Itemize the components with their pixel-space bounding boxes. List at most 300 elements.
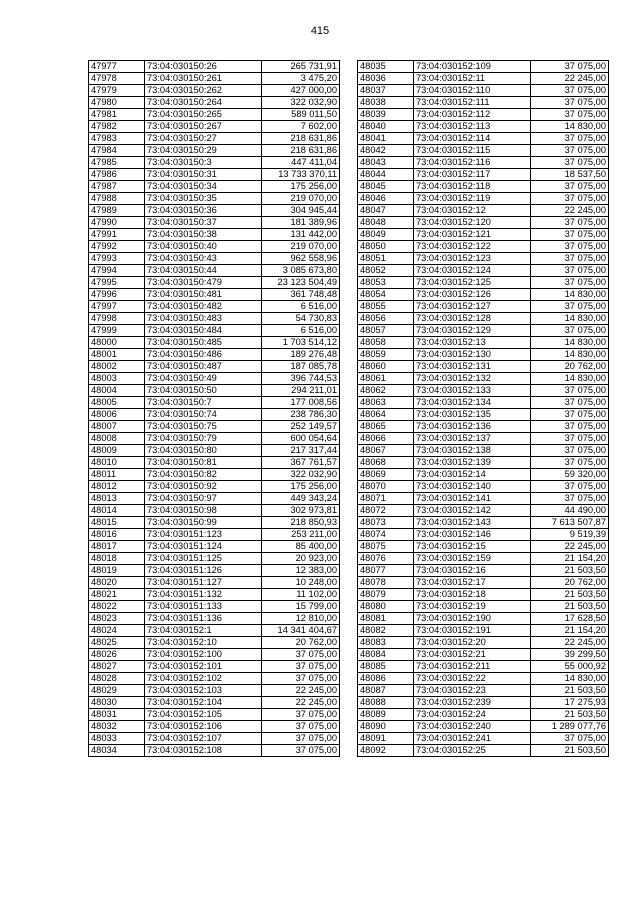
table-row [89,145,340,157]
row-number-cell: 48010 [89,457,145,469]
cadastral-value-cell: 21 503,50 [531,601,609,613]
cadastral-number-cell: 73:04:030152:191 [414,625,531,637]
table-row [358,181,609,193]
table-row [89,661,340,673]
row-number-cell: 47991 [89,229,145,241]
cadastral-value-cell: 3 085 673,80 [262,265,340,277]
row-number-cell: 47983 [89,133,145,145]
table-row [89,169,340,181]
cadastral-value-cell: 294 211,01 [262,385,340,397]
row-number-cell: 47989 [89,205,145,217]
row-number-cell: 48044 [358,169,414,181]
row-number-cell: 48011 [89,469,145,481]
row-number-cell: 48046 [358,193,414,205]
table-row [358,253,609,265]
table-row [358,553,609,565]
row-number-cell: 47981 [89,109,145,121]
table-row [358,673,609,685]
cadastral-value-cell: 18 537,50 [531,169,609,181]
cadastral-value-cell: 37 075,00 [262,733,340,745]
table-row [89,625,340,637]
cadastral-number-cell: 73:04:030152:105 [145,709,262,721]
cadastral-number-cell: 73:04:030150:50 [145,385,262,397]
cadastral-number-cell: 73:04:030152:142 [414,505,531,517]
table-row [358,397,609,409]
cadastral-value-cell: 37 075,00 [531,445,609,457]
table-row [89,553,340,565]
cadastral-number-cell: 73:04:030150:43 [145,253,262,265]
table-row [89,217,340,229]
cadastral-value-cell: 14 341 404,67 [262,625,340,637]
cadastral-value-cell: 13 733 370,11 [262,169,340,181]
table-row [89,337,340,349]
row-number-cell: 48039 [358,109,414,121]
cadastral-number-cell: 73:04:030150:486 [145,349,262,361]
cadastral-value-cell: 10 248,00 [262,577,340,589]
cadastral-value-cell: 322 032,90 [262,97,340,109]
cadastral-value-cell: 37 075,00 [531,145,609,157]
row-number-cell: 48077 [358,565,414,577]
cadastral-number-cell: 73:04:030151:132 [145,589,262,601]
row-number-cell: 48073 [358,517,414,529]
row-number-cell: 47990 [89,217,145,229]
row-number-cell: 48053 [358,277,414,289]
cadastral-value-cell: 37 075,00 [262,673,340,685]
table-row [358,589,609,601]
table-row [358,337,609,349]
cadastral-number-cell: 73:04:030150:35 [145,193,262,205]
cadastral-number-cell: 73:04:030152:124 [414,265,531,277]
cadastral-value-cell: 131 442,00 [262,229,340,241]
cadastral-value-cell: 37 075,00 [262,745,340,757]
cadastral-number-cell: 73:04:030151:126 [145,565,262,577]
cadastral-number-cell: 73:04:030152:127 [414,301,531,313]
table-row [89,265,340,277]
row-number-cell: 48083 [358,637,414,649]
row-number-cell: 48024 [89,625,145,637]
table-row [89,697,340,709]
table-row [358,721,609,733]
row-number-cell: 48042 [358,145,414,157]
row-number-cell: 48032 [89,721,145,733]
cadastral-value-cell: 37 075,00 [262,661,340,673]
row-number-cell: 48070 [358,481,414,493]
table-row [89,457,340,469]
row-number-cell: 48069 [358,469,414,481]
page-number: 415 [310,25,330,37]
table-row [89,601,340,613]
cadastral-number-cell: 73:04:030152:113 [414,121,531,133]
table-row [89,349,340,361]
cadastral-value-cell: 14 830,00 [531,349,609,361]
cadastral-value-cell: 12 383,00 [262,565,340,577]
cadastral-number-cell: 73:04:030152:143 [414,517,531,529]
cadastral-value-cell: 14 830,00 [531,313,609,325]
table-row [358,709,609,721]
cadastral-value-cell: 15 799,00 [262,601,340,613]
row-number-cell: 47999 [89,325,145,337]
cadastral-number-cell: 73:04:030150:98 [145,505,262,517]
row-number-cell: 48040 [358,121,414,133]
cadastral-number-cell: 73:04:030152:130 [414,349,531,361]
cadastral-value-cell: 37 075,00 [531,181,609,193]
cadastral-number-cell: 73:04:030152:136 [414,421,531,433]
row-number-cell: 48009 [89,445,145,457]
row-number-cell: 47998 [89,313,145,325]
table-row [89,673,340,685]
row-number-cell: 48054 [358,289,414,301]
cadastral-number-cell: 73:04:030152:20 [414,637,531,649]
row-number-cell: 48018 [89,553,145,565]
row-number-cell: 48092 [358,745,414,757]
table-row [89,253,340,265]
table-row [89,589,340,601]
row-number-cell: 48033 [89,733,145,745]
cadastral-value-cell: 177 008,56 [262,397,340,409]
cadastral-value-cell: 37 075,00 [531,481,609,493]
row-number-cell: 47984 [89,145,145,157]
cadastral-number-cell: 73:04:030152:108 [145,745,262,757]
cadastral-value-cell: 21 503,50 [531,685,609,697]
cadastral-number-cell: 73:04:030150:29 [145,145,262,157]
table-row [358,457,609,469]
table-row [358,97,609,109]
table-row [358,601,609,613]
cadastral-value-cell: 37 075,00 [531,133,609,145]
cadastral-number-cell: 73:04:030150:267 [145,121,262,133]
row-number-cell: 48087 [358,685,414,697]
table-row [89,637,340,649]
row-number-cell: 48061 [358,373,414,385]
table-row [89,97,340,109]
cadastral-value-cell: 367 761,57 [262,457,340,469]
table-row [89,577,340,589]
row-number-cell: 48062 [358,385,414,397]
row-number-cell: 48015 [89,517,145,529]
cadastral-number-cell: 73:04:030150:487 [145,361,262,373]
cadastral-number-cell: 73:04:030152:11 [414,73,531,85]
cadastral-value-cell: 37 075,00 [531,265,609,277]
cadastral-number-cell: 73:04:030152:190 [414,613,531,625]
cadastral-value-cell: 14 830,00 [531,121,609,133]
cadastral-number-cell: 73:04:030152:24 [414,709,531,721]
cadastral-number-cell: 73:04:030150:82 [145,469,262,481]
table-row [89,409,340,421]
row-number-cell: 48037 [358,85,414,97]
row-number-cell: 48021 [89,589,145,601]
table-row [89,157,340,169]
cadastral-value-cell: 219 070,00 [262,193,340,205]
cadastral-value-cell: 37 075,00 [531,157,609,169]
cadastral-number-cell: 73:04:030152:129 [414,325,531,337]
row-number-cell: 48088 [358,697,414,709]
row-number-cell: 47996 [89,289,145,301]
cadastral-value-cell: 14 830,00 [531,373,609,385]
cadastral-number-cell: 73:04:030152:141 [414,493,531,505]
table-row [89,397,340,409]
cadastral-number-cell: 73:04:030150:481 [145,289,262,301]
cadastral-value-cell: 23 123 504,49 [262,277,340,289]
row-number-cell: 48030 [89,697,145,709]
row-number-cell: 48071 [358,493,414,505]
cadastral-value-cell: 37 075,00 [262,649,340,661]
cadastral-number-cell: 73:04:030152:146 [414,529,531,541]
row-number-cell: 48038 [358,97,414,109]
table-row [89,385,340,397]
row-number-cell: 48045 [358,181,414,193]
cadastral-value-cell: 22 245,00 [531,637,609,649]
cadastral-number-cell: 73:04:030150:262 [145,85,262,97]
cadastral-value-cell: 12 810,00 [262,613,340,625]
cadastral-value-cell: 20 762,00 [531,361,609,373]
cadastral-value-cell: 219 070,00 [262,241,340,253]
cadastral-number-cell: 73:04:030152:15 [414,541,531,553]
cadastral-number-cell: 73:04:030150:26 [145,61,262,73]
row-number-cell: 47987 [89,181,145,193]
row-number-cell: 48026 [89,649,145,661]
cadastral-number-cell: 73:04:030150:38 [145,229,262,241]
cadastral-number-cell: 73:04:030150:80 [145,445,262,457]
cadastral-number-cell: 73:04:030152:241 [414,733,531,745]
cadastral-value-cell: 37 075,00 [531,433,609,445]
row-number-cell: 48002 [89,361,145,373]
cadastral-value-cell: 21 503,50 [531,589,609,601]
cadastral-value-cell: 20 762,00 [262,637,340,649]
row-number-cell: 48013 [89,493,145,505]
table-row [358,541,609,553]
table-row [358,685,609,697]
table-row [89,61,340,73]
table-row [89,721,340,733]
table-row [89,181,340,193]
cadastral-value-cell: 37 075,00 [531,277,609,289]
row-number-cell: 47992 [89,241,145,253]
cadastral-value-cell: 55 000,92 [531,661,609,673]
cadastral-value-cell: 252 149,57 [262,421,340,433]
cadastral-number-cell: 73:04:030152:104 [145,697,262,709]
table-row [358,229,609,241]
cadastral-number-cell: 73:04:030152:23 [414,685,531,697]
cadastral-number-cell: 73:04:030152:116 [414,157,531,169]
row-number-cell: 48034 [89,745,145,757]
row-number-cell: 48036 [358,73,414,85]
table-row [358,361,609,373]
table-row [89,541,340,553]
table-row [358,85,609,97]
cadastral-number-cell: 73:04:030152:123 [414,253,531,265]
table-row [89,517,340,529]
cadastral-number-cell: 73:04:030152:135 [414,409,531,421]
cadastral-value-cell: 37 075,00 [531,397,609,409]
cadastral-number-cell: 73:04:030151:123 [145,529,262,541]
cadastral-value-cell: 9 519,39 [531,529,609,541]
cadastral-number-cell: 73:04:030152:239 [414,697,531,709]
table-row [358,433,609,445]
cadastral-value-cell: 7 602,00 [262,121,340,133]
cadastral-value-cell: 361 748,48 [262,289,340,301]
cadastral-value-cell: 21 503,50 [531,745,609,757]
row-number-cell: 48023 [89,613,145,625]
table-row [358,697,609,709]
table-row [358,529,609,541]
cadastral-value-cell: 14 830,00 [531,673,609,685]
cadastral-value-cell: 302 973,81 [262,505,340,517]
table-row [89,649,340,661]
cadastral-value-cell: 85 400,00 [262,541,340,553]
row-number-cell: 48029 [89,685,145,697]
registry-table-left [88,60,340,757]
cadastral-number-cell: 73:04:030152:137 [414,433,531,445]
row-number-cell: 48057 [358,325,414,337]
cadastral-value-cell: 17 275,93 [531,697,609,709]
row-number-cell: 48016 [89,529,145,541]
row-number-cell: 48035 [358,61,414,73]
cadastral-number-cell: 73:04:030152:111 [414,97,531,109]
cadastral-value-cell: 22 245,00 [531,541,609,553]
row-number-cell: 48068 [358,457,414,469]
row-number-cell: 48078 [358,577,414,589]
cadastral-number-cell: 73:04:030150:99 [145,517,262,529]
table-row [89,373,340,385]
table-row [358,73,609,85]
row-number-cell: 48085 [358,661,414,673]
table-row [358,265,609,277]
cadastral-value-cell: 37 075,00 [531,409,609,421]
cadastral-number-cell: 73:04:030152:126 [414,289,531,301]
cadastral-number-cell: 73:04:030150:485 [145,337,262,349]
table-row [358,133,609,145]
cadastral-number-cell: 73:04:030152:18 [414,589,531,601]
cadastral-value-cell: 37 075,00 [531,457,609,469]
table-row [89,733,340,745]
cadastral-value-cell: 304 945,44 [262,205,340,217]
table-row [89,301,340,313]
cadastral-value-cell: 3 475,20 [262,73,340,85]
table-row [358,289,609,301]
cadastral-value-cell: 427 000,00 [262,85,340,97]
cadastral-value-cell: 37 075,00 [531,193,609,205]
table-row [358,373,609,385]
cadastral-number-cell: 73:04:030152:119 [414,193,531,205]
row-number-cell: 48072 [358,505,414,517]
cadastral-value-cell: 37 075,00 [531,109,609,121]
cadastral-value-cell: 21 154,20 [531,625,609,637]
row-number-cell: 48041 [358,133,414,145]
table-row [358,205,609,217]
table-row [358,157,609,169]
cadastral-number-cell: 73:04:030152:13 [414,337,531,349]
row-number-cell: 48084 [358,649,414,661]
cadastral-value-cell: 181 389,96 [262,217,340,229]
cadastral-number-cell: 73:04:030151:127 [145,577,262,589]
cadastral-value-cell: 37 075,00 [262,709,340,721]
table-row [358,217,609,229]
cadastral-number-cell: 73:04:030152:100 [145,649,262,661]
cadastral-number-cell: 73:04:030150:31 [145,169,262,181]
row-number-cell: 48027 [89,661,145,673]
cadastral-value-cell: 1 289 077,76 [531,721,609,733]
table-row [89,433,340,445]
row-number-cell: 48055 [358,301,414,313]
table-row [89,85,340,97]
cadastral-number-cell: 73:04:030150:97 [145,493,262,505]
cadastral-value-cell: 449 343,24 [262,493,340,505]
cadastral-number-cell: 73:04:030152:14 [414,469,531,481]
table-row [89,325,340,337]
table-row [358,169,609,181]
registry-table-right-body [358,61,609,757]
cadastral-number-cell: 73:04:030152:106 [145,721,262,733]
row-number-cell: 48003 [89,373,145,385]
cadastral-number-cell: 73:04:030152:122 [414,241,531,253]
table-row [358,613,609,625]
table-row [89,229,340,241]
table-row [89,613,340,625]
table-row [358,241,609,253]
cadastral-number-cell: 73:04:030152:159 [414,553,531,565]
table-row [89,73,340,85]
cadastral-number-cell: 73:04:030150:27 [145,133,262,145]
table-row [358,517,609,529]
row-number-cell: 48051 [358,253,414,265]
cadastral-value-cell: 218 631,86 [262,145,340,157]
cadastral-value-cell: 37 075,00 [531,253,609,265]
cadastral-number-cell: 73:04:030152:120 [414,217,531,229]
cadastral-number-cell: 73:04:030152:138 [414,445,531,457]
row-number-cell: 48006 [89,409,145,421]
cadastral-value-cell: 37 075,00 [531,97,609,109]
table-row [89,133,340,145]
table-row [358,649,609,661]
cadastral-value-cell: 54 730,83 [262,313,340,325]
cadastral-number-cell: 73:04:030151:125 [145,553,262,565]
row-number-cell: 48052 [358,265,414,277]
table-row [358,637,609,649]
table-row [358,625,609,637]
row-number-cell: 48066 [358,433,414,445]
row-number-cell: 48012 [89,481,145,493]
cadastral-number-cell: 73:04:030152:134 [414,397,531,409]
cadastral-number-cell: 73:04:030152:22 [414,673,531,685]
row-number-cell: 47986 [89,169,145,181]
cadastral-value-cell: 21 503,50 [531,565,609,577]
cadastral-number-cell: 73:04:030152:1 [145,625,262,637]
cadastral-value-cell: 1 703 514,12 [262,337,340,349]
table-row [89,709,340,721]
row-number-cell: 47993 [89,253,145,265]
row-number-cell: 48005 [89,397,145,409]
row-number-cell: 48080 [358,601,414,613]
table-row [358,565,609,577]
cadastral-value-cell: 217 317,44 [262,445,340,457]
cadastral-number-cell: 73:04:030150:79 [145,433,262,445]
cadastral-number-cell: 73:04:030152:117 [414,169,531,181]
cadastral-number-cell: 73:04:030150:482 [145,301,262,313]
row-number-cell: 48031 [89,709,145,721]
cadastral-number-cell: 73:04:030152:10 [145,637,262,649]
table-row [358,661,609,673]
cadastral-number-cell: 73:04:030150:49 [145,373,262,385]
row-number-cell: 48043 [358,157,414,169]
cadastral-number-cell: 73:04:030152:140 [414,481,531,493]
cadastral-number-cell: 73:04:030151:133 [145,601,262,613]
table-row [358,61,609,73]
table-row [89,745,340,757]
cadastral-number-cell: 73:04:030151:124 [145,541,262,553]
cadastral-value-cell: 37 075,00 [531,493,609,505]
row-number-cell: 48007 [89,421,145,433]
cadastral-value-cell: 37 075,00 [531,229,609,241]
